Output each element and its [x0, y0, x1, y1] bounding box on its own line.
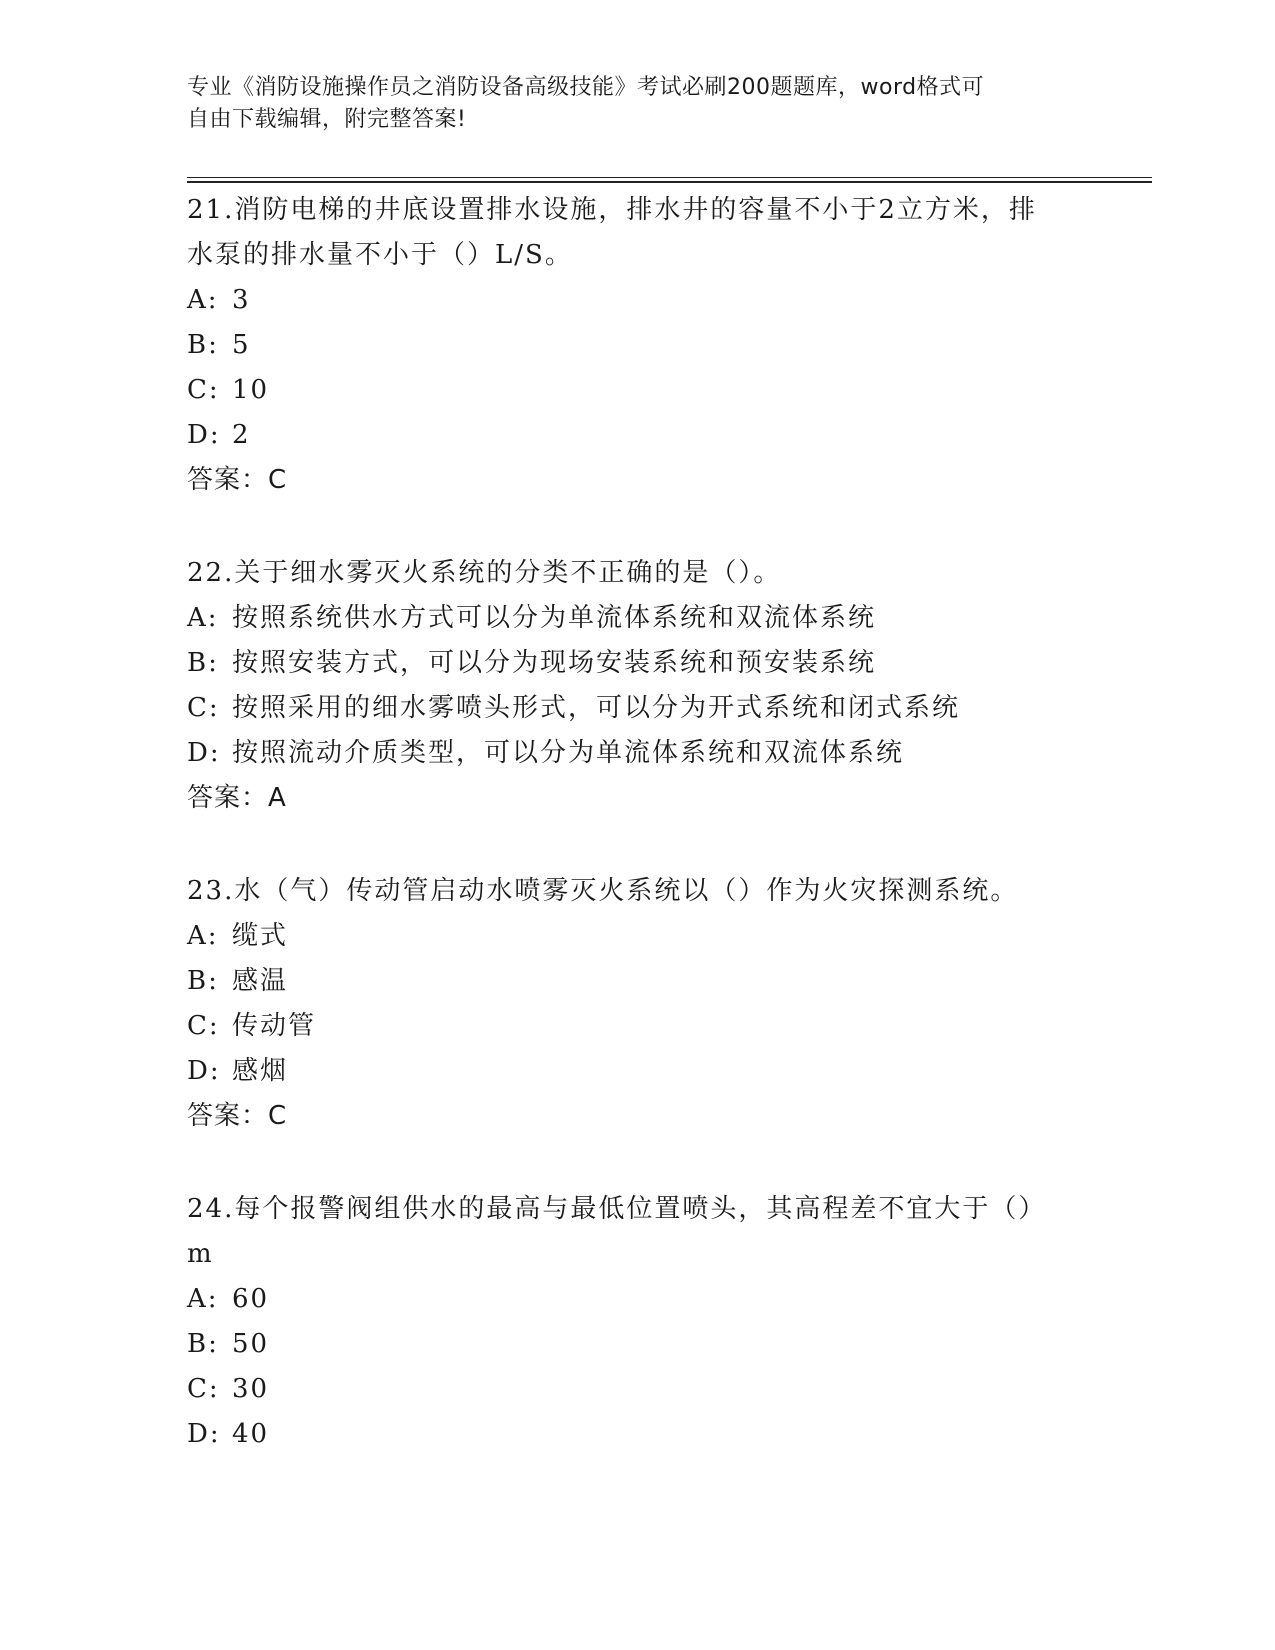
option-text: 40: [232, 1419, 270, 1449]
option-text: 感烟: [232, 1056, 289, 1086]
option-key: C:: [187, 375, 220, 405]
option-key: A:: [187, 603, 219, 633]
option-key: B:: [187, 1329, 219, 1359]
question-23: [187, 869, 1117, 1139]
option-text: 2: [232, 420, 251, 450]
option-key: D:: [187, 738, 221, 768]
question-stem: 21.消防电梯的井底设置排水设施，排水井的容量不小于2立方米，排: [187, 195, 1037, 225]
option-key: A:: [187, 921, 219, 951]
question-stem-continued: 水泵的排水量不小于（）L/S。: [187, 240, 573, 270]
option-c: [187, 686, 1117, 731]
option-text: 60: [232, 1284, 270, 1314]
spacer: [187, 821, 1117, 869]
option-key: B:: [187, 966, 219, 996]
option-text: 按照系统供水方式可以分为单流体系统和双流体系统: [232, 603, 877, 633]
option-d: [187, 1049, 1117, 1094]
header-line-1: 专业《消防设施操作员之消防设备高级技能》考试必刷200题题库，word格式可: [187, 75, 985, 100]
option-b: [187, 641, 1117, 686]
option-text: 3: [232, 285, 251, 315]
answer-line: 答案：C: [187, 465, 288, 495]
option-a: [187, 596, 1117, 641]
option-key: B:: [187, 330, 219, 360]
header-line-2: 自由下载编辑，附完整答案!: [187, 107, 467, 132]
option-c: [187, 368, 1117, 413]
question-stem-continued: m: [187, 1239, 214, 1269]
question-stem: 24.每个报警阀组供水的最高与最低位置喷头，其高程差不宜大于（）: [187, 1194, 1047, 1224]
option-key: D:: [187, 1419, 221, 1449]
option-text: 10: [232, 375, 270, 405]
option-a: [187, 1277, 1117, 1322]
answer-line: 答案：A: [187, 783, 287, 813]
option-text: 按照采用的细水雾喷头形式，可以分为开式系统和闭式系统: [232, 693, 961, 723]
option-text: 50: [232, 1329, 270, 1359]
option-c: [187, 1004, 1117, 1049]
question-list: [187, 188, 1117, 1457]
option-d: [187, 1412, 1117, 1457]
option-d: [187, 413, 1117, 458]
option-key: C:: [187, 1374, 220, 1404]
question-stem: 23.水（气）传动管启动水喷雾灭火系统以（）作为火灾探测系统。: [187, 876, 1019, 906]
question-stem: 22.关于细水雾灭火系统的分类不正确的是（）。: [187, 558, 782, 588]
option-b: [187, 959, 1117, 1004]
option-key: D:: [187, 420, 221, 450]
header-divider-thin: [187, 177, 1152, 178]
spacer: [187, 503, 1117, 551]
option-a: [187, 278, 1117, 323]
option-text: 按照安装方式，可以分为现场安装系统和预安装系统: [232, 648, 877, 678]
option-d: [187, 731, 1117, 776]
question-24: [187, 1187, 1117, 1457]
option-key: C:: [187, 693, 220, 723]
spacer: [187, 1139, 1117, 1187]
option-key: B:: [187, 648, 219, 678]
option-c: [187, 1367, 1117, 1412]
answer-line: 答案：C: [187, 1101, 288, 1131]
option-text: 按照流动介质类型，可以分为单流体系统和双流体系统: [232, 738, 905, 768]
header-divider-thick: [187, 181, 1152, 183]
question-21: [187, 188, 1117, 503]
option-key: C:: [187, 1011, 220, 1041]
option-text: 传动管: [232, 1011, 317, 1041]
option-key: A:: [187, 285, 219, 315]
option-text: 缆式: [232, 921, 289, 951]
option-a: [187, 914, 1117, 959]
document-header: [187, 72, 1067, 136]
option-b: [187, 1322, 1117, 1367]
option-key: D:: [187, 1056, 221, 1086]
option-text: 5: [232, 330, 251, 360]
question-22: [187, 551, 1117, 821]
option-key: A:: [187, 1284, 219, 1314]
option-b: [187, 323, 1117, 368]
option-text: 30: [232, 1374, 270, 1404]
option-text: 感温: [232, 966, 289, 996]
